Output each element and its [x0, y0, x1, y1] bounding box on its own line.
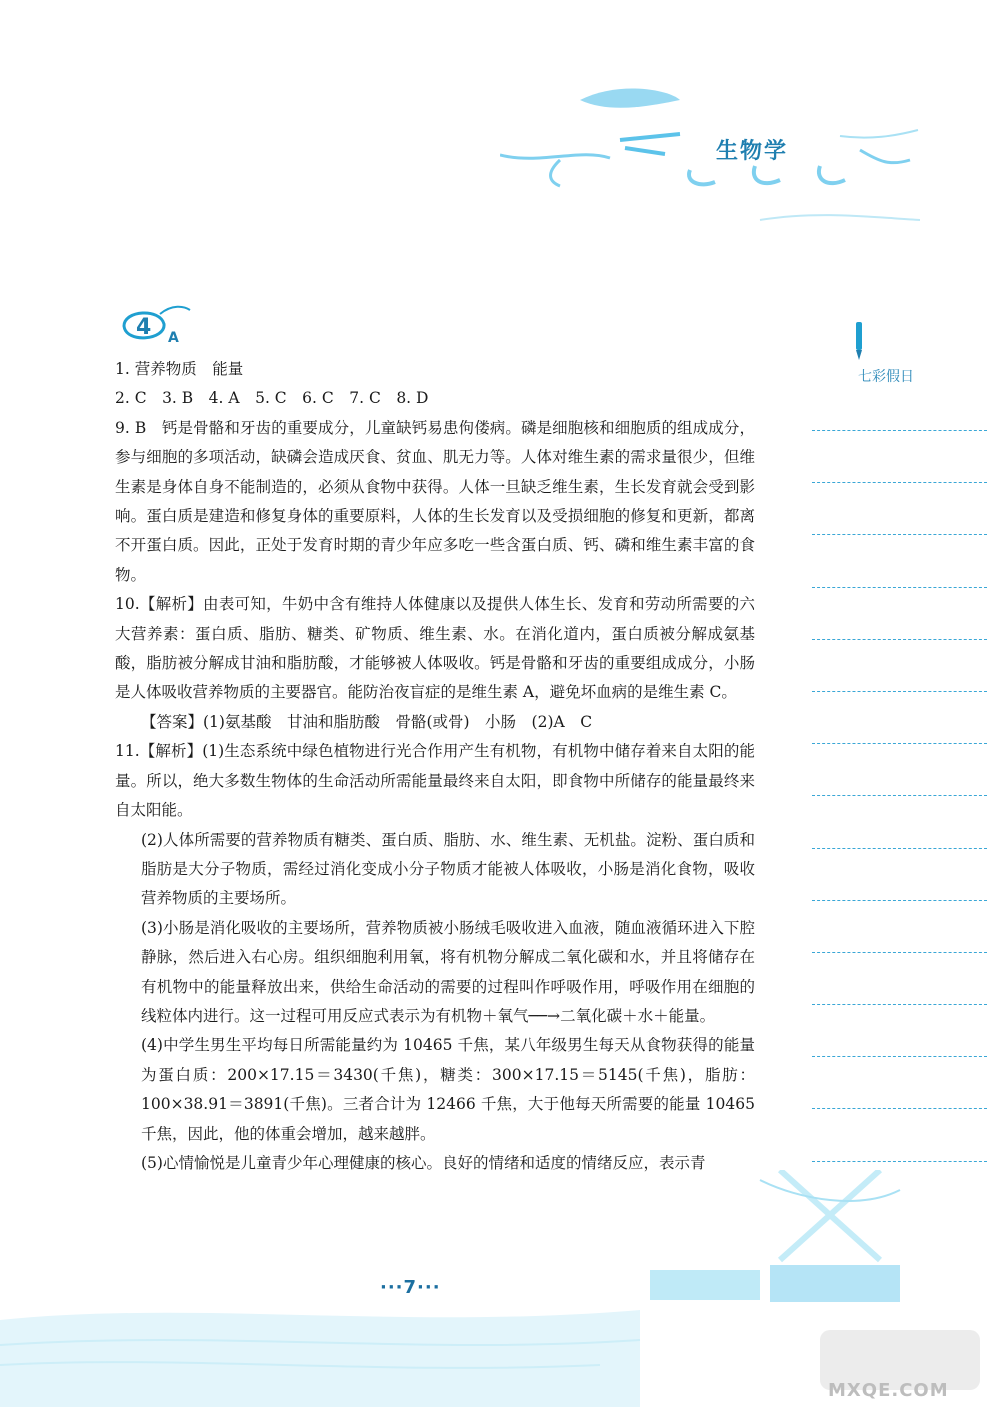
- answer-q11-part3: (3)小肠是消化吸收的主要场所，营养物质被小肠绒毛吸收进入血液，随血液循环进入下腔静脉，然后进入右心房。组织细胞利用氧，将有机物分解成二氧化碳和水，并且将储存在有机物中的能量释放出来，供给生命活动的需要的过程叫作呼吸作用，呼吸作用在细胞的线粒体内进行。这一过程可用反应式表示为有机物＋氧气──→二氧化碳＋水＋能量。: [141, 918, 755, 1025]
- section-number: 4: [136, 315, 152, 340]
- watermark: MXQE.COM: [828, 1380, 949, 1401]
- answer-q10-answer: 【答案】(1)氨基酸 甘油和脂肪酸 骨骼(或骨) 小肠 (2)A C: [141, 712, 593, 731]
- note-line: [812, 482, 987, 483]
- answer-q11-part4: (4)中学生男生平均每日所需能量约为 10465 千焦，某八年级男生每天从食物获得的能量为蛋白质：200×17.15＝3430(千焦)，糖类：300×17.15＝5145(千焦)，脂肪：100×38.91＝3891(千焦)。三者合计为 12466 千焦，大于他每天所需要的能量 10465 千焦，因此，他的体重会增加，越来越胖。: [141, 1036, 755, 1143]
- header-decoration: [500, 70, 920, 250]
- note-line: [812, 848, 987, 849]
- note-line: [812, 1161, 987, 1162]
- note-line: [812, 1056, 987, 1057]
- note-line: [812, 900, 987, 901]
- section-letter: A: [168, 330, 179, 346]
- answer-q11-part2: (2)人体所需要的营养物质有糖类、蛋白质、脂肪、水、维生素、无机盐。淀粉、蛋白质和脂肪是大分子物质，需经过消化变成小分子物质才能被人体吸收，小肠是消化食物，吸收营养物质的主要场所。: [141, 830, 755, 908]
- note-line: [812, 691, 987, 692]
- note-line: [812, 795, 987, 796]
- note-line: [812, 1108, 987, 1109]
- page-number: ···7···: [380, 1277, 441, 1298]
- subject-title: 生物学: [716, 139, 789, 164]
- answer-content: [115, 355, 755, 1178]
- note-line: [812, 743, 987, 744]
- note-line: [812, 430, 987, 431]
- note-line: [812, 1004, 987, 1005]
- answer-q9: 9. B 钙是骨骼和牙齿的重要成分，儿童缺钙易患佝偻病。磷是细胞核和细胞质的组成成分，参与细胞的多项活动，缺磷会造成厌食、贫血、肌无力等。人体对维生素的需求量很少，但维生素是身体自身不能制造的，必须从食物中获得。人体一旦缺乏维生素，生长发育就会受到影响。蛋白质是建造和修复身体的重要原料，人体的生长发育以及受损细胞的修复和更新，都离不开蛋白质。因此，正处于发育时期的青少年应多吃一些含蛋白质、钙、磷和维生素丰富的食物。: [115, 418, 755, 584]
- answer-q11-part5: (5)心情愉悦是儿童青少年心理健康的核心。良好的情绪和适度的情绪反应，表示青: [141, 1153, 706, 1172]
- footer-decoration: [0, 1170, 1000, 1407]
- note-lines: [812, 430, 987, 1213]
- answer-q1: 1. 营养物质 能量: [115, 360, 244, 378]
- side-label: 七彩假日: [858, 369, 914, 385]
- note-line: [812, 952, 987, 953]
- answer-q2-8: 2. C 3. B 4. A 5. C 6. C 7. C 8. D: [115, 389, 429, 408]
- note-line: [812, 587, 987, 588]
- note-line: [812, 639, 987, 640]
- section-badge: [116, 300, 196, 350]
- answer-q10-analysis: 10.【解析】由表可知，牛奶中含有维持人体健康以及提供人体生长、发育和劳动所需要的六大营养素：蛋白质、脂肪、糖类、矿物质、维生素、水。在消化道内，蛋白质被分解成氨基酸，脂肪被分解成甘油和脂肪酸，才能够被人体吸收。钙是骨骼和牙齿的重要组成成分，小肠是人体吸收营养物质的主要器官。能防治夜盲症的是维生素 A，避免坏血病的是维生素 C。: [115, 595, 755, 702]
- note-line: [812, 534, 987, 535]
- pen-icon: [850, 322, 868, 362]
- answer-q11-part1: 11.【解析】(1)生态系统中绿色植物进行光合作用产生有机物，有机物中储存着来自太阳的能量。所以，绝大多数生物体的生命活动所需能量最终来自太阳，即食物中所储存的能量最终来自太阳能。: [115, 742, 755, 820]
